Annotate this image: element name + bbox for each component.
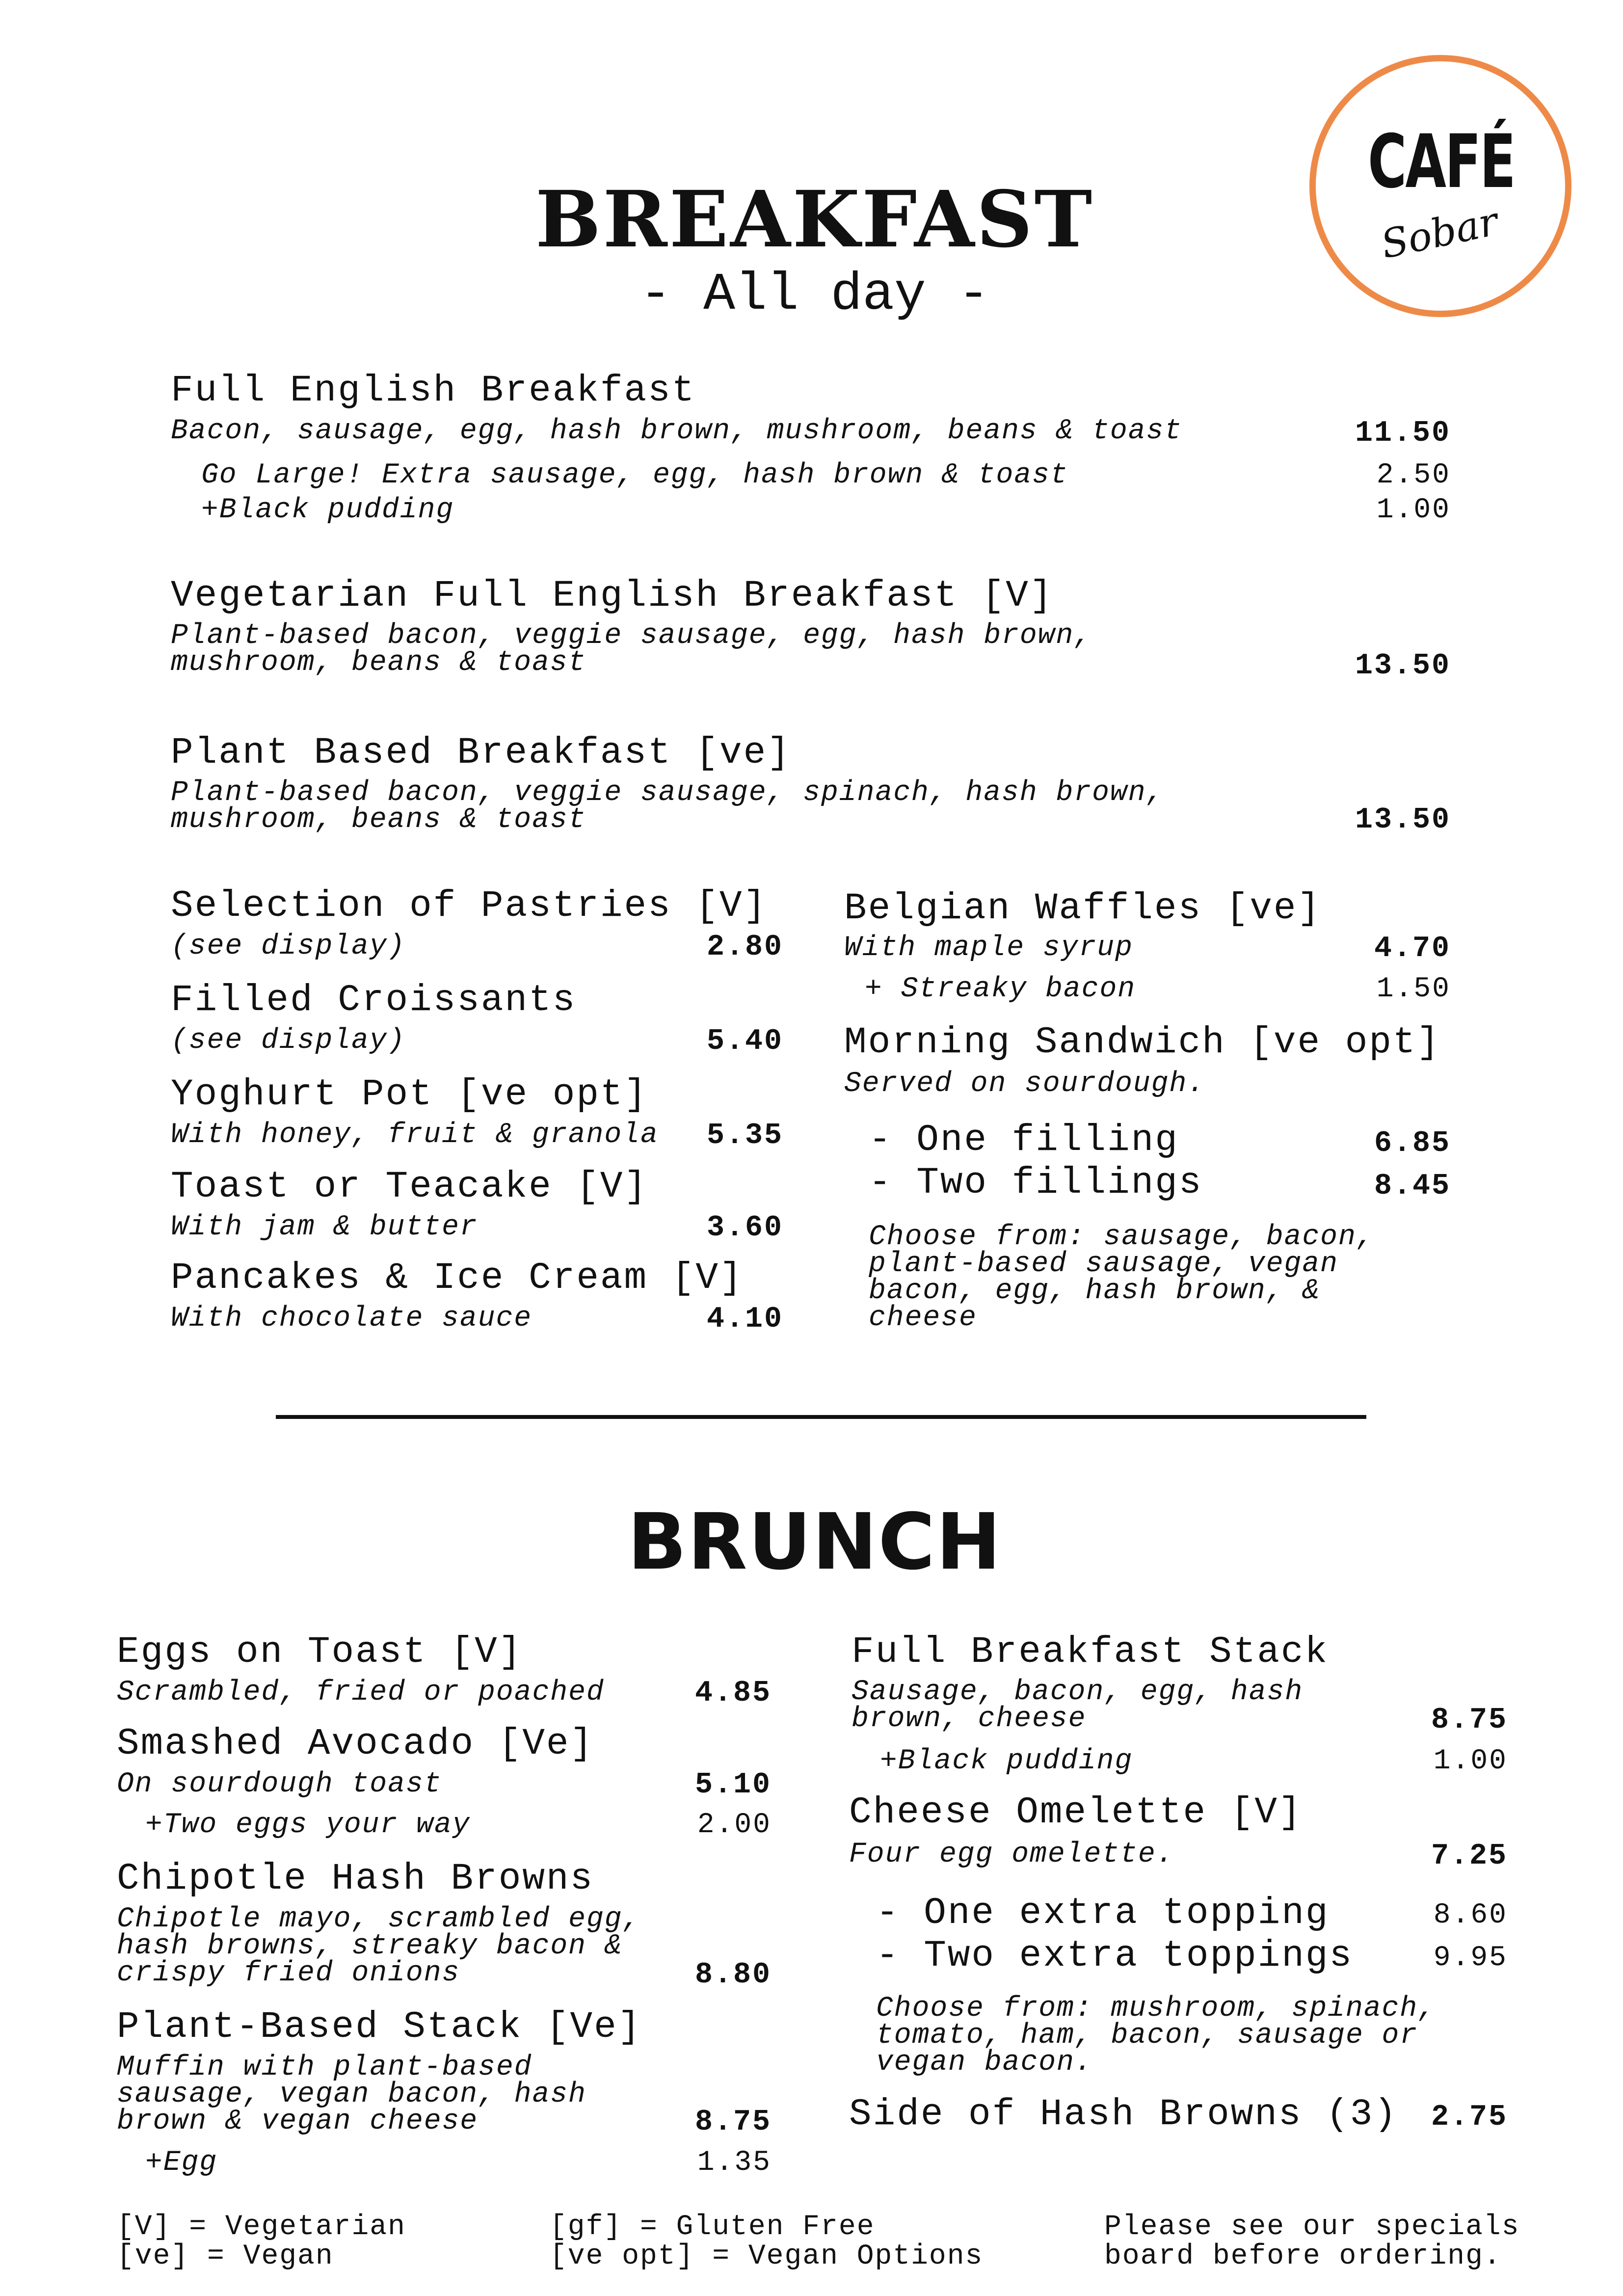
- one-filling-option: - One filling: [869, 1119, 1179, 1161]
- yoghurt-desc: With honey, fruit & granola: [171, 1119, 659, 1151]
- two-toppings-option: - Two extra toppings: [876, 1935, 1354, 1977]
- waffles-desc: With maple syrup: [844, 932, 1133, 964]
- waffles-name: Belgian Waffles [ve]: [844, 887, 1322, 930]
- omelette-choose-note: Choose from: mushroom, spinach, tomato, ham, bacon, sausage or vegan bacon.: [876, 1993, 1436, 2079]
- two-fillings-price: 8.45: [1374, 1170, 1451, 1203]
- eggs-desc: Scrambled, fried or poached: [117, 1677, 605, 1709]
- pancakes-name: Pancakes & Ice Cream [V]: [171, 1257, 744, 1299]
- two-eggs-extra: +Two eggs your way: [145, 1809, 471, 1841]
- logo-sobar-text: Sobar: [1377, 198, 1502, 267]
- full-stack-price: 8.75: [1431, 1704, 1508, 1737]
- specials-note-line1: Please see our specials: [1104, 2211, 1520, 2243]
- croissants-desc: (see display): [171, 1025, 406, 1057]
- avocado-desc: On sourdough toast: [117, 1768, 442, 1800]
- sandwich-desc: Served on sourdough.: [844, 1068, 1206, 1100]
- brunch-title: BRUNCH: [627, 1497, 1002, 1587]
- omelette-desc: Four egg omelette.: [849, 1839, 1174, 1870]
- key-vegan-options: [ve opt] = Vegan Options: [550, 2241, 984, 2272]
- waffles-price: 4.70: [1374, 932, 1451, 965]
- toast-name: Toast or Teacake [V]: [171, 1166, 648, 1208]
- logo-cafe-text: CAFÉ: [1368, 119, 1515, 205]
- one-filling-price: 6.85: [1374, 1127, 1451, 1160]
- breakfast-title: BREAKFAST: [535, 174, 1094, 265]
- full-stack-name: Full Breakfast Stack: [851, 1631, 1329, 1673]
- pancakes-price: 4.10: [706, 1303, 783, 1336]
- go-large-extra: Go Large! Extra sausage, egg, hash brown & toast: [201, 459, 1068, 491]
- full-english-desc: Bacon, sausage, egg, hash brown, mushroom, beans & toast: [171, 415, 1183, 447]
- pastries-name: Selection of Pastries [V]: [171, 885, 768, 927]
- yoghurt-price: 5.35: [706, 1119, 783, 1152]
- black-pudding-price: 1.00: [1376, 494, 1451, 526]
- yoghurt-name: Yoghurt Pot [ve opt]: [171, 1073, 648, 1116]
- sandwich-name: Morning Sandwich [ve opt]: [844, 1021, 1441, 1064]
- full-english-name: Full English Breakfast: [171, 370, 696, 412]
- cafe-sobar-logo: [1309, 55, 1571, 317]
- egg-extra-price: 1.35: [697, 2147, 772, 2179]
- full-stack-black-pudding-price: 1.00: [1433, 1745, 1508, 1777]
- one-topping-price: 8.60: [1433, 1899, 1508, 1931]
- key-gluten-free: [gf] = Gluten Free: [550, 2211, 875, 2243]
- avocado-name: Smashed Avocado [Ve]: [117, 1723, 594, 1765]
- chipotle-desc: Chipotle mayo, scrambled egg, hash browns, streaky bacon & crispy fried onions: [117, 1903, 641, 1990]
- egg-extra: +Egg: [145, 2147, 218, 2179]
- omelette-price: 7.25: [1431, 1840, 1508, 1873]
- section-divider: [276, 1415, 1366, 1419]
- hash-browns-side-name: Side of Hash Browns (3): [849, 2093, 1398, 2136]
- plant-based-name: Plant Based Breakfast [ve]: [171, 732, 791, 774]
- eggs-price: 4.85: [694, 1677, 772, 1710]
- streaky-bacon-extra: + Streaky bacon: [865, 973, 1136, 1005]
- specials-note-line2: board before ordering.: [1104, 2241, 1502, 2272]
- two-fillings-option: - Two fillings: [869, 1162, 1203, 1204]
- avocado-price: 5.10: [694, 1768, 772, 1802]
- veg-full-english-price: 13.50: [1355, 649, 1451, 683]
- toast-price: 3.60: [706, 1211, 783, 1245]
- eggs-name: Eggs on Toast [V]: [117, 1631, 523, 1673]
- go-large-price: 2.50: [1376, 459, 1451, 491]
- plant-stack-price: 8.75: [694, 2106, 772, 2139]
- hash-browns-side-price: 2.75: [1431, 2101, 1508, 2134]
- streaky-bacon-price: 1.50: [1376, 973, 1451, 1005]
- sandwich-choose-note: Choose from: sausage, bacon, plant-based sausage, vegan bacon, egg, hash brown, & cheese: [869, 1221, 1375, 1335]
- plant-stack-desc: Muffin with plant-based sausage, vegan bacon, hash brown & vegan cheese: [117, 2052, 586, 2138]
- plant-based-desc: Plant-based bacon, veggie sausage, spinach, hash brown, mushroom, beans & toast: [171, 777, 1165, 836]
- croissants-price: 5.40: [706, 1025, 783, 1058]
- full-stack-desc: Sausage, bacon, egg, hash brown, cheese: [851, 1676, 1304, 1735]
- pastries-price: 2.80: [706, 931, 783, 964]
- pastries-desc: (see display): [171, 931, 406, 962]
- veg-full-english-name: Vegetarian Full English Breakfast [V]: [171, 575, 1054, 617]
- key-vegan: [ve] = Vegan: [117, 2241, 334, 2272]
- full-stack-black-pudding: +Black pudding: [880, 1745, 1133, 1777]
- two-toppings-price: 9.95: [1433, 1942, 1508, 1974]
- breakfast-subtitle: - All day -: [639, 265, 990, 325]
- pancakes-desc: With chocolate sauce: [171, 1303, 532, 1335]
- black-pudding-extra: +Black pudding: [201, 494, 454, 526]
- full-english-price: 11.50: [1355, 417, 1451, 450]
- croissants-name: Filled Croissants: [171, 979, 577, 1021]
- plant-stack-name: Plant-Based Stack [Ve]: [117, 2006, 642, 2048]
- chipotle-name: Chipotle Hash Browns: [117, 1858, 594, 1900]
- toast-desc: With jam & butter: [171, 1211, 478, 1243]
- one-topping-option: - One extra topping: [876, 1892, 1330, 1934]
- omelette-name: Cheese Omelette [V]: [849, 1791, 1303, 1834]
- key-vegetarian: [V] = Vegetarian: [117, 2211, 406, 2243]
- two-eggs-price: 2.00: [697, 1809, 772, 1841]
- veg-full-english-desc: Plant-based bacon, veggie sausage, egg, hash brown, mushroom, beans & toast: [171, 620, 1092, 679]
- chipotle-price: 8.80: [694, 1958, 772, 1992]
- plant-based-price: 13.50: [1355, 803, 1451, 837]
